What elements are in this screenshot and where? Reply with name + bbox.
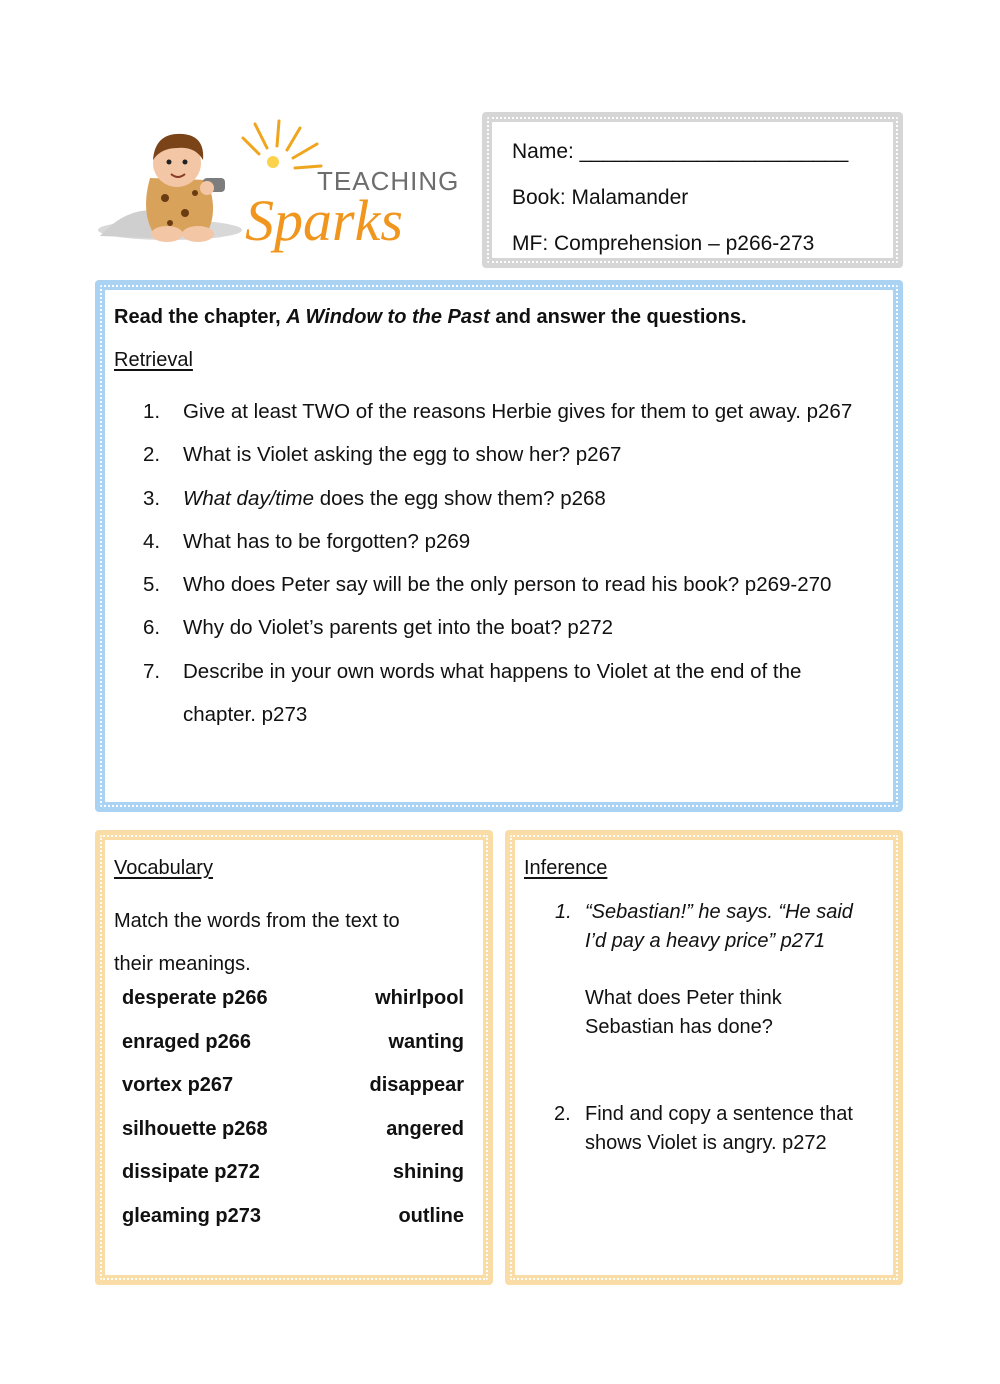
vocabulary-section bbox=[95, 830, 493, 1285]
table-row: silhouette p268 angered bbox=[122, 1118, 464, 1140]
svg-text:Sparks: Sparks bbox=[245, 188, 403, 253]
list-item: 4. What has to be forgotten? p269 bbox=[143, 529, 471, 553]
vocabulary-heading: Vocabulary bbox=[114, 857, 213, 879]
retrieval-questions bbox=[143, 390, 852, 736]
table-row: desperate p266 whirlpool bbox=[122, 987, 464, 1009]
table-row: enraged p266 wanting bbox=[122, 1031, 464, 1053]
name-field[interactable]: Name: _______________________ bbox=[512, 140, 849, 163]
table-row: vortex p267 disappear bbox=[122, 1074, 464, 1096]
retrieval-section bbox=[95, 280, 903, 812]
inference-q2-number: 2. bbox=[554, 1103, 571, 1125]
list-item: 3. What day/time does the egg show them? p268 bbox=[143, 486, 606, 510]
table-row: gleaming p273 outline bbox=[122, 1205, 464, 1227]
mf-label: MF: Comprehension – p266-273 bbox=[512, 232, 815, 255]
retrieval-heading: Retrieval bbox=[114, 349, 193, 371]
list-item: 6. Why do Violet’s parents get into the boat? p272 bbox=[143, 616, 614, 640]
list-item: 1. Give at least TWO of the reasons Herbie gives for them to get away. p267 bbox=[143, 400, 853, 423]
list-item: 2. What is Violet asking the egg to show her? p267 bbox=[143, 443, 622, 467]
book-label: Book: Malamander bbox=[512, 186, 689, 209]
inference-heading: Inference bbox=[524, 857, 608, 879]
svg-text:TEACHING: TEACHING bbox=[317, 166, 460, 196]
student-info-box bbox=[482, 112, 903, 268]
inference-q1-number: 1. bbox=[555, 901, 572, 923]
caveman-mascot-icon bbox=[95, 118, 465, 263]
list-item: 7. Describe in your own words what happens to Violet at the end of the chapter. p273 bbox=[143, 659, 802, 727]
inference-q2-question: Find and copy a sentence that shows Violet is angry. p272 bbox=[585, 1103, 853, 1154]
chapter-title: A Window to the Past bbox=[286, 306, 490, 328]
table-row: dissipate p272 shining bbox=[122, 1161, 464, 1183]
vocabulary-instruction: Match the words from the text to their meanings. bbox=[114, 910, 400, 975]
inference-q1-question: What does Peter think Sebastian has done? bbox=[585, 987, 782, 1038]
chapter-instruction: Read the chapter, A Window to the Past and answer the questions. bbox=[114, 306, 747, 328]
inference-section bbox=[505, 830, 903, 1285]
list-item: 5. Who does Peter say will be the only person to read his book? p269-270 bbox=[143, 573, 832, 597]
teaching-sparks-logo bbox=[95, 118, 465, 263]
inference-q1-quote: “Sebastian!” he says. “He said I’d pay a heavy price” p271 bbox=[585, 901, 853, 952]
